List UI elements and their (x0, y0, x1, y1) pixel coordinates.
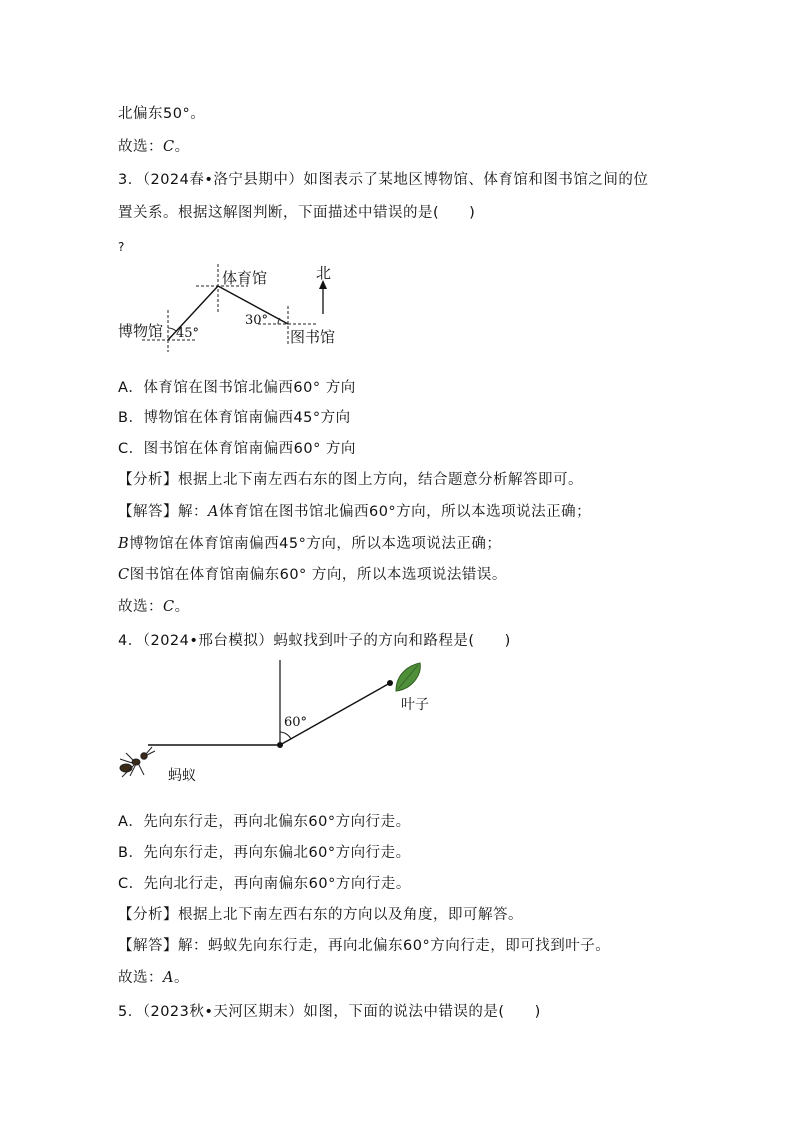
north-label: 北 (316, 264, 332, 282)
q4-stem: 4．（2024•邢台模拟）蚂蚁找到叶子的方向和路程是( ) (118, 633, 511, 649)
q3-direction-figure (112, 258, 372, 366)
q4-option-c: C．先向北行走，再向南偏东60°方向行走。 (118, 876, 411, 892)
q5-stem: 5．（2023秋•天河区期末）如图，下面的说法中错误的是( ) (118, 1004, 541, 1020)
q3-analysis: 【分析】根据上北下南左西右东的图上方向，结合题意分析解答即可。 (118, 472, 583, 488)
q4-ant-figure (112, 655, 442, 793)
q3-option-b: B．博物馆在体育馆南偏西45°方向 (118, 410, 351, 426)
q4-choice: 故选：A。 (118, 970, 189, 986)
ant-label: 蚂蚁 (168, 768, 196, 784)
ant-icon (120, 747, 155, 777)
northeast-path (280, 683, 390, 745)
q3-choice: 故选：C。 (118, 599, 190, 615)
q3-answer-b: B博物馆在体育馆南偏西45°方向，所以本选项说法正确； (118, 536, 502, 552)
q3-stem-line2: 置关系。根据这解图判断，下面描述中错误的是( ) (118, 205, 476, 221)
turn-point (277, 742, 283, 748)
library-label: 图书馆 (290, 328, 336, 346)
q3-missing-image-mark: ? (118, 240, 125, 254)
gym-label: 体育馆 (222, 269, 268, 287)
museum-label: 博物馆 (118, 322, 164, 340)
q3-stem-line1: 3．（2024春•洛宁县期中）如图表示了某地区博物馆、体育馆和图书馆之间的位 (118, 172, 649, 188)
leaf-point (387, 680, 393, 686)
prev-choice: 故选：C。 (118, 139, 190, 155)
angle-30-label: 30° (245, 313, 269, 328)
q4-answer: 【解答】解：蚂蚁先向东行走，再向北偏东60°方向行走，即可找到叶子。 (118, 938, 611, 954)
q4-option-b: B．先向东行走，再向东偏北60°方向行走。 (118, 845, 411, 861)
q3-option-a: A．体育馆在图书馆北偏西60° 方向 (118, 380, 356, 396)
q4-option-a: A．先向东行走，再向北偏东60°方向行走。 (118, 814, 411, 830)
angle-60-label: 60° (284, 715, 308, 730)
angle-45-label: 45° (176, 326, 200, 341)
leaf-label: 叶子 (401, 697, 429, 713)
prev-answer-tail: 北偏东50°。 (118, 106, 206, 122)
q3-answer-a: 【解答】解：A体育馆在图书馆北偏西60°方向，所以本选项说法正确； (118, 504, 592, 520)
q4-analysis: 【分析】根据上北下南左西右东的方向以及角度，即可解答。 (118, 907, 523, 923)
leaf-icon (396, 663, 420, 691)
q3-answer-c: C图书馆在体育馆南偏东60° 方向，所以本选项说法错误。 (118, 567, 507, 583)
q3-option-c: C．图书馆在体育馆南偏西60° 方向 (118, 441, 356, 457)
